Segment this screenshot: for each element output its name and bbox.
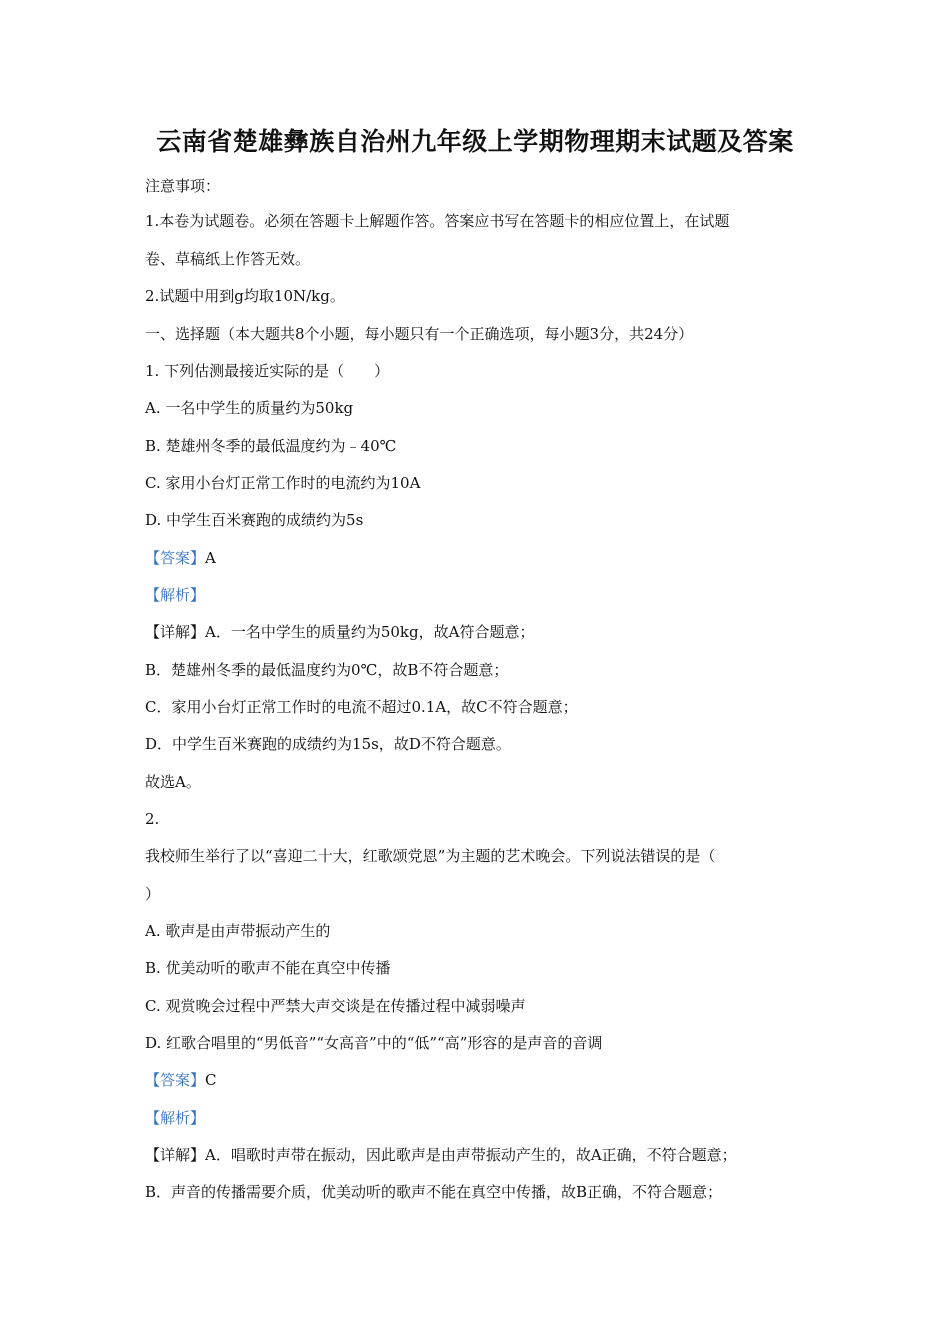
answer-value: C	[205, 1071, 217, 1089]
question-1-option-d: D. 中学生百米赛跑的成绩约为5s	[145, 511, 364, 529]
question-2-stem: 我校师生举行了以“喜迎二十大，红歌颂党恩”为主题的艺术晚会。下列说法错误的是（	[145, 847, 716, 865]
question-2-option-d: D. 红歌合唱里的“男低音”“女高音”中的“低”“高”形容的是声音的音调	[145, 1034, 603, 1052]
question-1-conclusion: 故选A。	[145, 773, 201, 791]
question-2-detail-a	[145, 1145, 737, 1165]
question-1-option-b: B. 楚雄州冬季的最低温度约为﹣40℃	[145, 437, 397, 455]
document-title: 云南省楚雄彝族自治州九年级上学期物理期末试题及答案	[156, 127, 794, 156]
question-2-number: 2.	[145, 810, 160, 828]
notice-heading: 注意事项：	[145, 177, 221, 195]
detail-label: 【详解】	[145, 1146, 206, 1164]
analysis-label: 【解析】	[145, 586, 206, 604]
question-2-option-a: A. 歌声是由声带振动产生的	[145, 922, 331, 940]
notice-item-1: 1.本卷为试题卷。必须在答题卡上解题作答。答案应书写在答题卡的相应位置上，在试题	[145, 212, 730, 230]
question-2-analysis	[145, 1108, 205, 1128]
question-1-option-a: A. 一名中学生的质量约为50kg	[145, 399, 354, 417]
section-heading: 一、选择题（本大题共8个小题，每小题只有一个正确选项，每小题3分，共24分）	[145, 325, 694, 343]
question-2-option-b: B. 优美动听的歌声不能在真空中传播	[145, 959, 391, 977]
detail-label: 【详解】	[145, 623, 206, 641]
detail-text: A．一名中学生的质量约为50kg，故A符合题意；	[205, 623, 535, 641]
answer-label: 【答案】	[145, 549, 206, 567]
question-1-detail-b: B．楚雄州冬季的最低温度约为0℃，故B不符合题意；	[145, 661, 509, 679]
question-1-answer	[145, 548, 216, 568]
question-2-stem-continued: ）	[145, 885, 161, 903]
detail-text: A．唱歌时声带在振动，因此歌声是由声带振动产生的，故A正确，不符合题意；	[205, 1146, 737, 1164]
analysis-label: 【解析】	[145, 1109, 206, 1127]
answer-label: 【答案】	[145, 1071, 206, 1089]
question-1-analysis	[145, 585, 205, 605]
question-1-stem: 1. 下列估测最接近实际的是（ ）	[145, 362, 390, 380]
answer-value: A	[205, 549, 216, 567]
notice-item-2: 2.试题中用到g均取10N/kg。	[145, 287, 345, 305]
question-1-detail-c: C．家用小台灯正常工作时的电流不超过0.1A，故C不符合题意；	[145, 698, 578, 716]
question-2-detail-b: B．声音的传播需要介质，优美动听的歌声不能在真空中传播，故B正确，不符合题意；	[145, 1183, 723, 1201]
question-2-option-c: C. 观赏晚会过程中严禁大声交谈是在传播过程中减弱噪声	[145, 997, 526, 1015]
question-1-detail-d: D．中学生百米赛跑的成绩约为15s，故D不符合题意。	[145, 735, 511, 753]
notice-item-1-continued: 卷、草稿纸上作答无效。	[145, 250, 311, 268]
question-1-option-c: C. 家用小台灯正常工作时的电流约为10A	[145, 474, 421, 492]
question-2-answer	[145, 1070, 217, 1090]
question-1-detail-a	[145, 622, 534, 642]
